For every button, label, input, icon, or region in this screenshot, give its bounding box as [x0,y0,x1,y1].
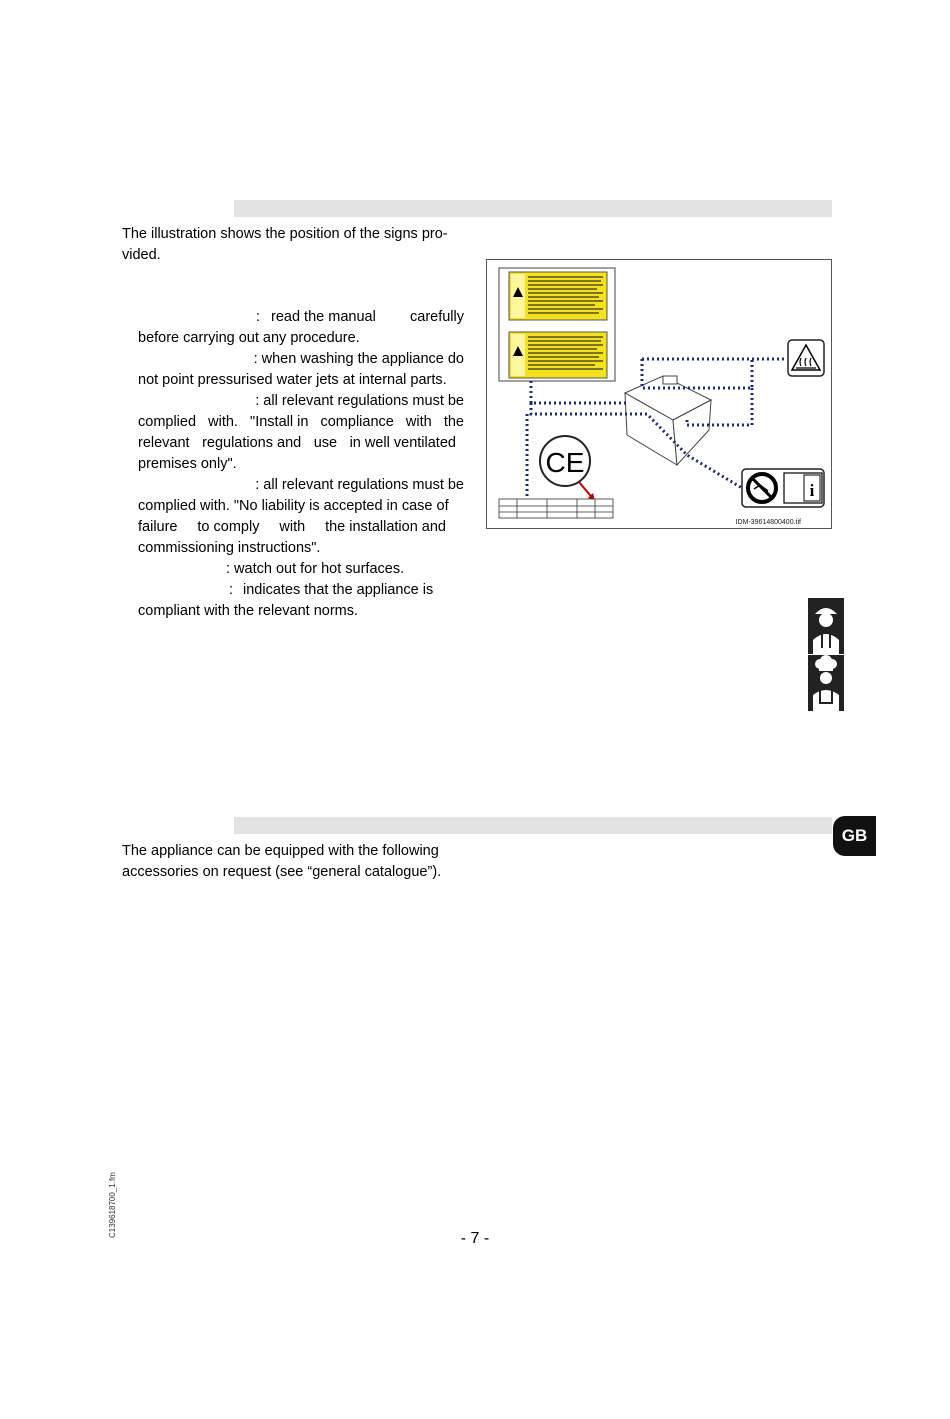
accessories-paragraph [122,841,464,883]
signs-position-figure [486,259,832,529]
accessories-line: accessories on request (see “general catalogue”). [122,864,442,880]
list-item: failure to comply with the installation and [138,519,446,535]
warning-label-icon [509,332,607,378]
hot-surface-icon [788,340,824,376]
svg-text:i: i [809,481,815,500]
list-item: : watch out for hot surfaces. [226,561,405,577]
section-heading-bar [234,817,832,834]
file-name: C139618700_1.fm [108,1172,117,1238]
signs-list [122,307,464,622]
signs-intro [122,224,464,266]
section-heading-bar [234,200,832,217]
figure-id: IDM-39614800400.tif [735,519,801,526]
appliance-illustration [487,260,831,528]
list-item: complied with. "Install in compliance with the [138,414,464,430]
list-item: compliant with the relevant norms. [138,603,359,619]
read-manual-icon [784,473,822,503]
rating-plate-icon [499,499,613,518]
ce-mark-icon [540,436,595,501]
list-item: : read the manual carefully [256,309,464,325]
list-item: : all relevant regulations must be [255,477,464,493]
technician-icon [808,598,844,654]
list-item: relevant regulations and use in well ventilated [138,435,456,451]
user-chef-icon [808,655,844,711]
list-item: : indicates that the appliance is [229,582,434,598]
list-item: before carrying out any procedure. [138,330,360,346]
list-item: commissioning instructions". [138,540,321,556]
accessories-line: The appliance can be equipped with the following [122,843,439,859]
list-item: not point pressurised water jets at internal parts. [138,372,447,388]
intro-line: vided. [122,247,161,263]
ce-mark-text: CE [545,447,585,478]
list-item: premises only". [138,456,237,472]
language-tab: GB [833,816,876,856]
warning-label-icon [509,272,607,320]
list-item: complied with. "No liability is accepted in case of [138,498,449,514]
list-item: : all relevant regulations must be [255,393,464,409]
intro-line: The illustration shows the position of the signs pro- [122,226,448,242]
page-number: - 7 - [460,1230,490,1247]
list-item: : when washing the appliance do [253,351,464,367]
